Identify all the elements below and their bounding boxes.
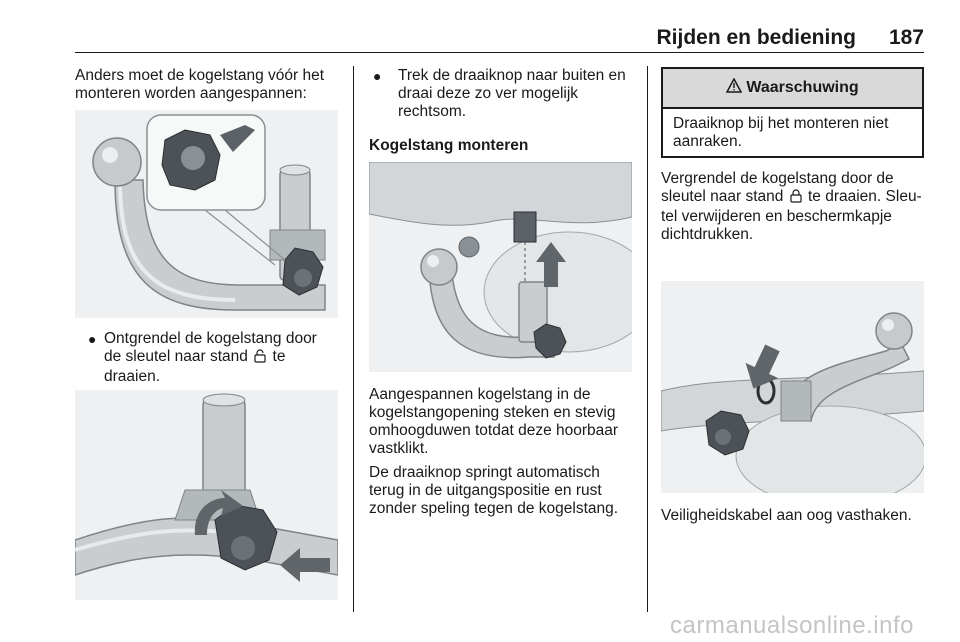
watermark: carmanualsonline.info [670, 612, 914, 639]
header-rule [75, 52, 924, 53]
figure-unlock-key [75, 110, 338, 318]
col2-bullet-text: Trek de draaiknop naar buiten en draai deze zo ver mogelijk rechtsom. [398, 67, 626, 120]
col2-heading: Kogelstang monteren [369, 137, 529, 154]
warning-icon [726, 78, 742, 98]
figure-mount-ball [369, 162, 632, 372]
col2-para1: Aangespannen kogelstang in de kogelstangopening steken en stevig omhoogduwen totdat deze hoorbaar vastklikt. [369, 386, 619, 457]
lock-closed-icon [790, 189, 802, 208]
column-divider-1 [353, 66, 354, 612]
figure-turn-knob [75, 390, 338, 600]
column-divider-2 [647, 66, 648, 612]
col2-para2: De draaiknop springt automatisch terug in de uitgangspositie en rust zonder speling tegen de kogelstang. [369, 464, 619, 517]
col3-para: Vergrendel de kogelstang door de sleutel naar stand te draaien. Sleu- tel verwijderen en beschermkapje dichtdrukken. [661, 170, 922, 243]
figure-safety-eye [661, 281, 924, 493]
col1-intro: Anders moet de kogelstang vóór het monteren worden aangespannen: [75, 67, 325, 102]
col1-bullet-text: Ontgrendel de kogelstang door de sleutel naar stand te draaien. [104, 330, 317, 385]
warning-box [661, 67, 924, 158]
page-number: 187 [888, 26, 924, 49]
warning-title: Waarschuwing [746, 79, 859, 96]
col3-caption: Veiligheidskabel aan oog vasthaken. [661, 507, 912, 524]
bullet-symbol: ● [373, 68, 382, 84]
bullet-symbol: ● [88, 331, 97, 347]
lock-open-icon [254, 349, 266, 368]
warning-body: Draaiknop bij het monteren niet aanraken. [673, 115, 889, 150]
warning-header [663, 69, 922, 109]
page-header-title: Rijden en bediening [656, 26, 856, 49]
